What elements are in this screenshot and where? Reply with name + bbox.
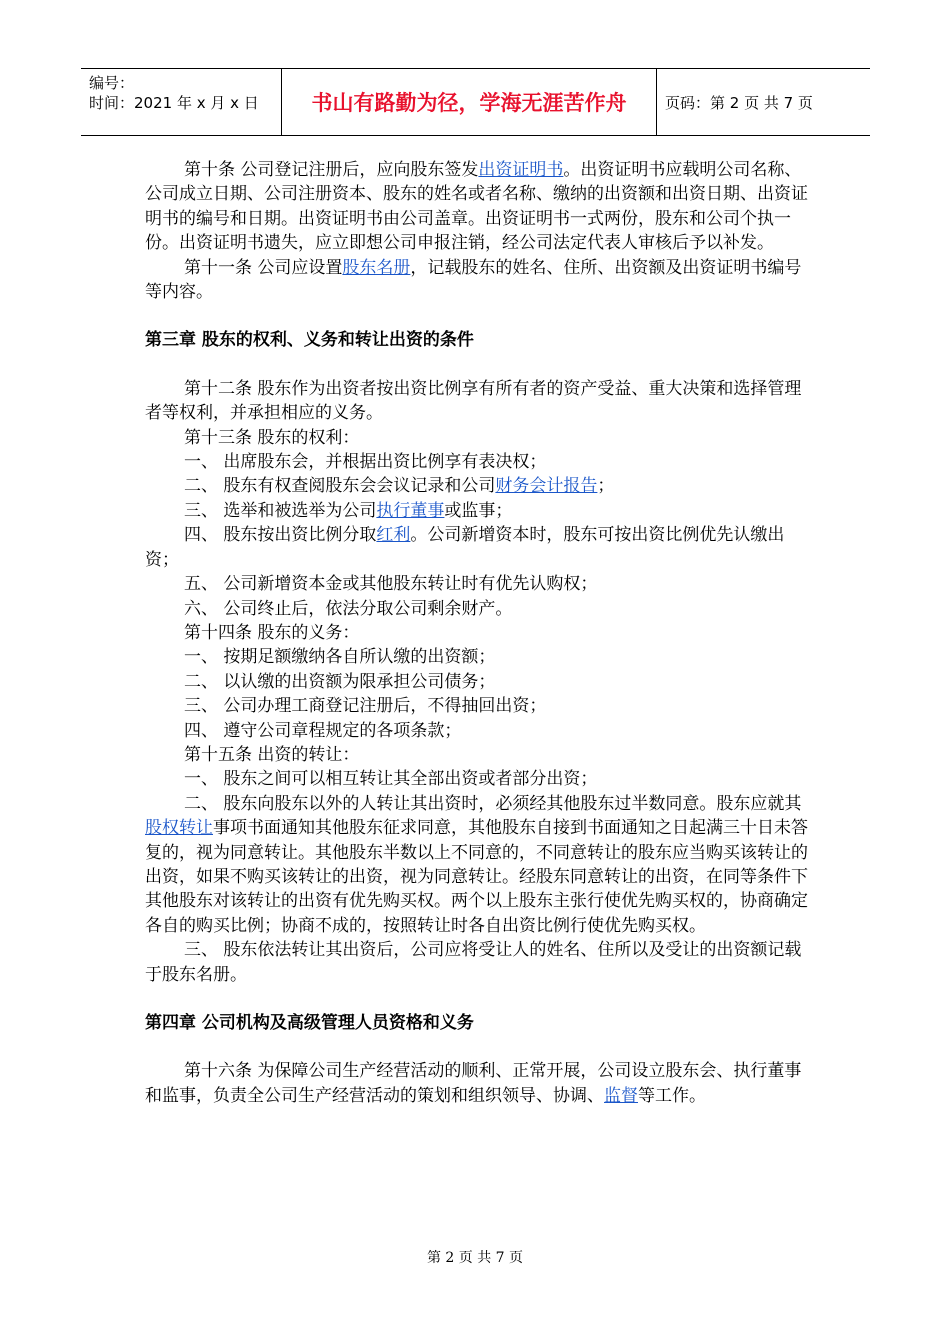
link-executive-director[interactable]: 执行董事 xyxy=(376,500,445,521)
link-dividend[interactable]: 红利 xyxy=(376,525,411,546)
duty-item-4: 四、 遵守公司章程规定的各项条款； xyxy=(184,720,462,741)
article-14: 第十四条 股东的义务： xyxy=(184,622,360,643)
number-label: 编号： xyxy=(89,74,135,92)
header-meta xyxy=(81,69,282,135)
right-item-4: 四、 股东按出资比例分取红利。公司新增资本时，股东可按出资比例优先认缴出资； xyxy=(145,525,785,570)
article-10: 第十条 公司登记注册后，应向股东签发出资证明书。出资证明书应载明公司名称、公司成立日期、公司注册资本、股东的姓名或者名称、缴纳的出资额和出资日期、出资证明书的编号和日期。出资证明书由公司盖章。出资证明书一式两份，股东和公司个执一份。出资证明书遗失，应立即想公司申报注销，经公司法定代表人审核后予以补发。 xyxy=(145,160,808,254)
page-footer: 第 2 页 共 7 页 xyxy=(426,1250,524,1266)
transfer-item-1: 一、 股东之间可以相互转让其全部出资或者部分出资； xyxy=(184,769,598,790)
link-capital-certificate[interactable]: 出资证明书 xyxy=(478,160,564,180)
chapter-3-heading: 第三章 股东的权利、义务和转让出资的条件 xyxy=(145,330,474,351)
chapter-4-heading: 第四章 公司机构及高级管理人员资格和义务 xyxy=(145,1013,474,1033)
link-equity-transfer[interactable]: 股权转让 xyxy=(145,818,213,839)
article-11: 第十一条 公司应设置股东名册，记载股东的姓名、住所、出资额及出资证明书编号等内容。 xyxy=(145,257,802,303)
duty-item-2: 二、 以认缴的出资额为限承担公司债务； xyxy=(184,671,496,692)
article-16: 第十六条 为保障公司生产经营活动的顺利、正常开展，公司设立股东会、执行董事和监事，负责全公司生产经营活动的策划和组织领导、协调、监督等工作。 xyxy=(145,1061,802,1106)
header-page-info: 页码：第 2 页 共 7 页 xyxy=(665,93,813,112)
header-motto: 书山有路勤为径，学海无涯苦作舟 xyxy=(282,69,657,135)
article-15: 第十五条 出资的转让： xyxy=(184,744,360,765)
article-12: 第十二条 股东作为出资者按出资比例享有所有者的资产受益、重大决策和选择管理者等权利，并承担相应的义务。 xyxy=(145,378,802,424)
link-financial-report[interactable]: 财务会计报告 xyxy=(495,476,598,497)
right-item-5: 五、 公司新增资本金或其他股东转让时有优先认购权； xyxy=(184,574,598,595)
duty-item-3: 三、 公司办理工商登记注册后，不得抽回出资； xyxy=(184,696,547,717)
link-supervision[interactable]: 监督 xyxy=(604,1085,638,1106)
right-item-1: 一、 出席股东会，并根据出资比例享有表决权； xyxy=(184,452,547,473)
link-shareholder-register[interactable]: 股东名册 xyxy=(342,257,411,278)
duty-item-1: 一、 按期足额缴纳各自所认缴的出资额； xyxy=(184,647,496,668)
document-body xyxy=(145,158,810,1108)
page-header xyxy=(81,68,870,136)
transfer-item-2: 二、 股东向股东以外的人转让其出资时，必须经其他股东过半数同意。股东应就其股权转让事项书面通知其他股东征求同意，其他股东自接到书面通知之日起满三十日未答复的，视为同意转让。其他股东半数以上不同意的，不同意转让的股东应当购买该转让的出资，如果不购买该转让的出资，视为同意转让。经股东同意转让的出资，在同等条件下其他股东对该转让的出资有优先购买权。两个以上股东主张行使优先购买权的，协商确定各自的购买比例；协商不成的，按照转让时各自出资比例行使优先购买权。 xyxy=(145,793,808,936)
right-item-2: 二、 股东有权查阅股东会会议记录和公司财务会计报告； xyxy=(184,476,615,497)
time-label: 时间：2021 年 x 月 x 日 xyxy=(89,94,259,112)
right-item-3: 三、 选举和被选举为公司执行董事或监事； xyxy=(184,500,513,521)
transfer-item-3: 三、 股东依法转让其出资后，公司应将受让人的姓名、住所以及受让的出资额记载于股东名册。 xyxy=(145,940,802,985)
right-item-6: 六、 公司终止后，依法分取公司剩余财产。 xyxy=(184,598,513,619)
article-13: 第十三条 股东的权利： xyxy=(184,427,360,448)
